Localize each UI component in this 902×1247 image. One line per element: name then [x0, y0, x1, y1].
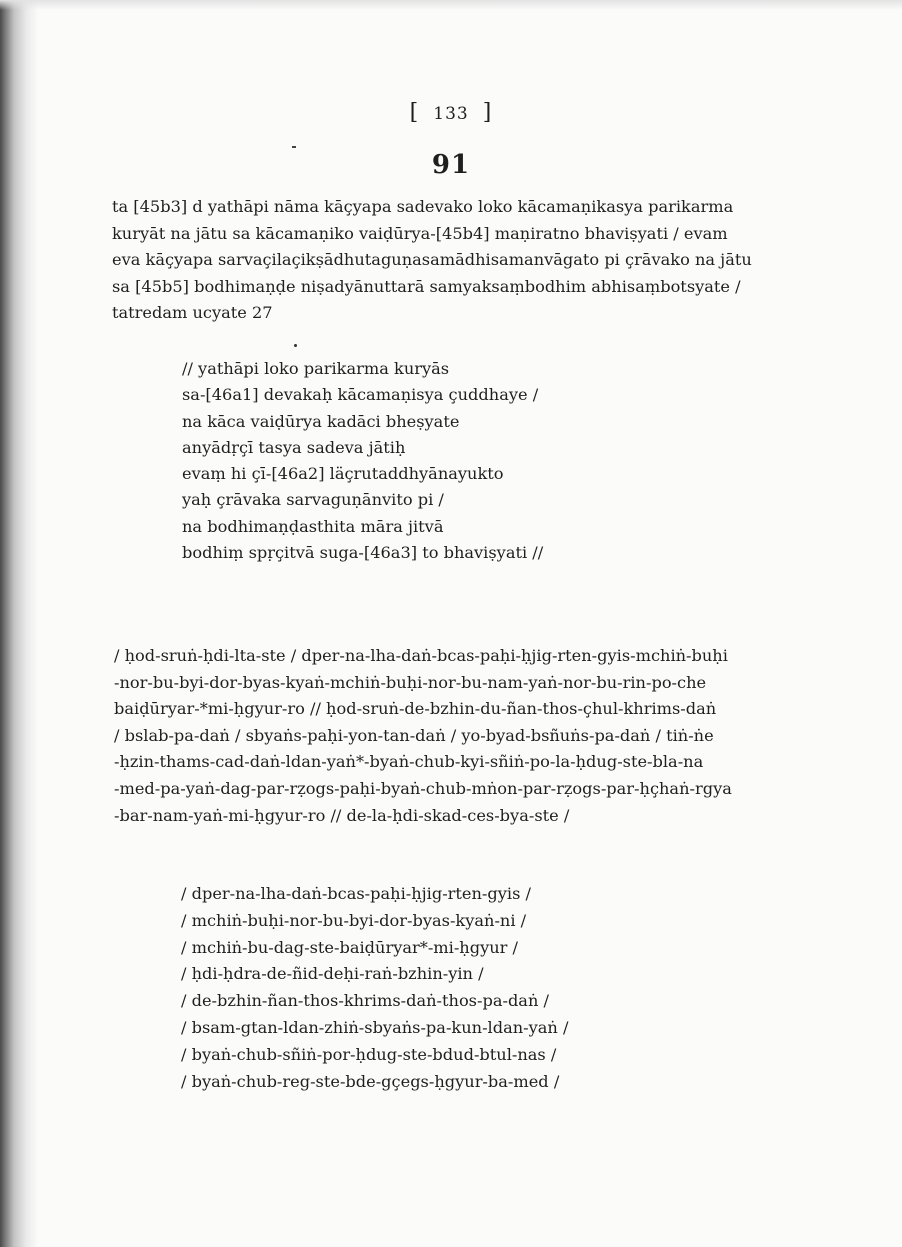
verse-line: na kāca vaiḍūrya kadāci bheṣyate: [182, 411, 460, 431]
tibetan-prose-line: -nor-bu-byi-dor-byas-kyaṅ-mchiṅ-buḥi-nor-bu-nam-yaṅ-nor-bu-rin-po-che: [114, 672, 707, 692]
prose-line: sa [45b5] bodhimaṇḍe niṣadyānuttarā samyaksaṃbodhim abhisaṃbotsyate /: [112, 276, 741, 296]
sanskrit-prose-paragraph: [112, 194, 772, 327]
page-number-header: [0, 100, 902, 125]
verse-line: // yathāpi loko parikarma kuryās: [182, 359, 450, 378]
tibetan-verse-line: / dper-na-lha-daṅ-bcas-paḥi-ḥjig-rten-gyis /: [181, 884, 531, 903]
verse-line: anyādṛçī tasya sadeva jātiḥ: [182, 437, 406, 457]
verse-line: yaḥ çrāvaka sarvaguṇānvito pi /: [182, 490, 444, 510]
prose-line: ta [45b3] d yathāpi nāma kāçyapa sadevako loko kācamaṇikasya parikarma: [112, 197, 734, 216]
tibetan-verse-line: / mchiṅ-buḥi-nor-bu-byi-dor-byas-kyaṅ-ni /: [181, 910, 527, 930]
tibetan-verse-block: [181, 881, 741, 1095]
tibetan-prose-line: / ḥod-sruṅ-ḥdi-lta-ste / dper-na-lha-daṅ-bcas-paḥi-ḥjig-rten-gyis-mchiṅ-buḥi: [114, 646, 728, 665]
tibetan-verse-line: / byaṅ-chub-sñiṅ-por-ḥdug-ste-bdud-btul-nas /: [181, 1044, 557, 1064]
scan-shadow-top: [0, 0, 902, 10]
tibetan-prose-line: baiḍūryar-*mi-ḥgyur-ro // ḥod-sruṅ-de-bzhin-du-ñan-thos-çhul-khrims-daṅ: [114, 699, 717, 719]
verse-line: na bodhimaṇḍasthita māra jitvā: [182, 516, 444, 536]
tibetan-prose-line: -bar-nam-yaṅ-mi-ḥgyur-ro // de-la-ḥdi-skad-ces-bya-ste /: [114, 805, 570, 825]
tibetan-verse-line: / mchiṅ-bu-dag-ste-baiḍūryar*-mi-ḥgyur /: [181, 937, 518, 957]
print-speck: [292, 146, 296, 148]
verse-line: evaṃ hi çī-[46a2] läçrutaddhyānayukto: [182, 464, 504, 484]
tibetan-verse-line: / bsam-gtan-ldan-zhiṅ-sbyaṅs-pa-kun-ldan-yaṅ /: [181, 1017, 569, 1037]
bracket-right: ]: [482, 100, 493, 125]
section-number: 91: [431, 150, 471, 180]
prose-line: tatredam ucyate 27: [112, 303, 273, 322]
print-speck: [294, 344, 297, 347]
bracket-left: [: [409, 100, 420, 125]
prose-line: eva kāçyapa sarvaçilaçikṣādhutaguṇasamādhisamanvāgato pi çrāvako na jātu: [112, 250, 752, 269]
sanskrit-verse-block: [182, 356, 742, 566]
prose-line: kuryāt na jātu sa kācamaṇiko vaiḍūrya-[45b4] maṇiratno bhaviṣyati / evam: [112, 223, 728, 243]
verse-line: bodhiṃ spṛçitvā suga-[46a3] to bhaviṣyati //: [182, 543, 544, 563]
tibetan-prose-paragraph: [114, 643, 774, 829]
scan-shadow-edge: [0, 0, 38, 1247]
tibetan-prose-line: / bslab-pa-daṅ / sbyaṅs-paḥi-yon-tan-daṅ / yo-byad-bsñuṅs-pa-daṅ / tiṅ-ṅe: [114, 725, 714, 745]
tibetan-prose-line: -med-pa-yaṅ-dag-par-rẓogs-paḥi-byaṅ-chub-mṅon-par-rẓogs-par-ḥçhaṅ-rgya: [114, 778, 732, 798]
page-number: 133: [433, 104, 469, 124]
tibetan-prose-line: -ḥzin-thams-cad-daṅ-ldan-yaṅ*-byaṅ-chub-kyi-sñiṅ-po-la-ḥdug-ste-bla-na: [114, 752, 704, 772]
tibetan-verse-line: / de-bzhin-ñan-thos-khrims-daṅ-thos-pa-daṅ /: [181, 991, 549, 1011]
verse-line: sa-[46a1] devakaḥ kācamaṇisya çuddhaye /: [182, 385, 539, 405]
tibetan-verse-line: / ḥdi-ḥdra-de-ñid-deḥi-raṅ-bzhin-yin /: [181, 964, 484, 984]
tibetan-verse-line: / byaṅ-chub-reg-ste-bde-gçegs-ḥgyur-ba-med /: [181, 1071, 560, 1091]
